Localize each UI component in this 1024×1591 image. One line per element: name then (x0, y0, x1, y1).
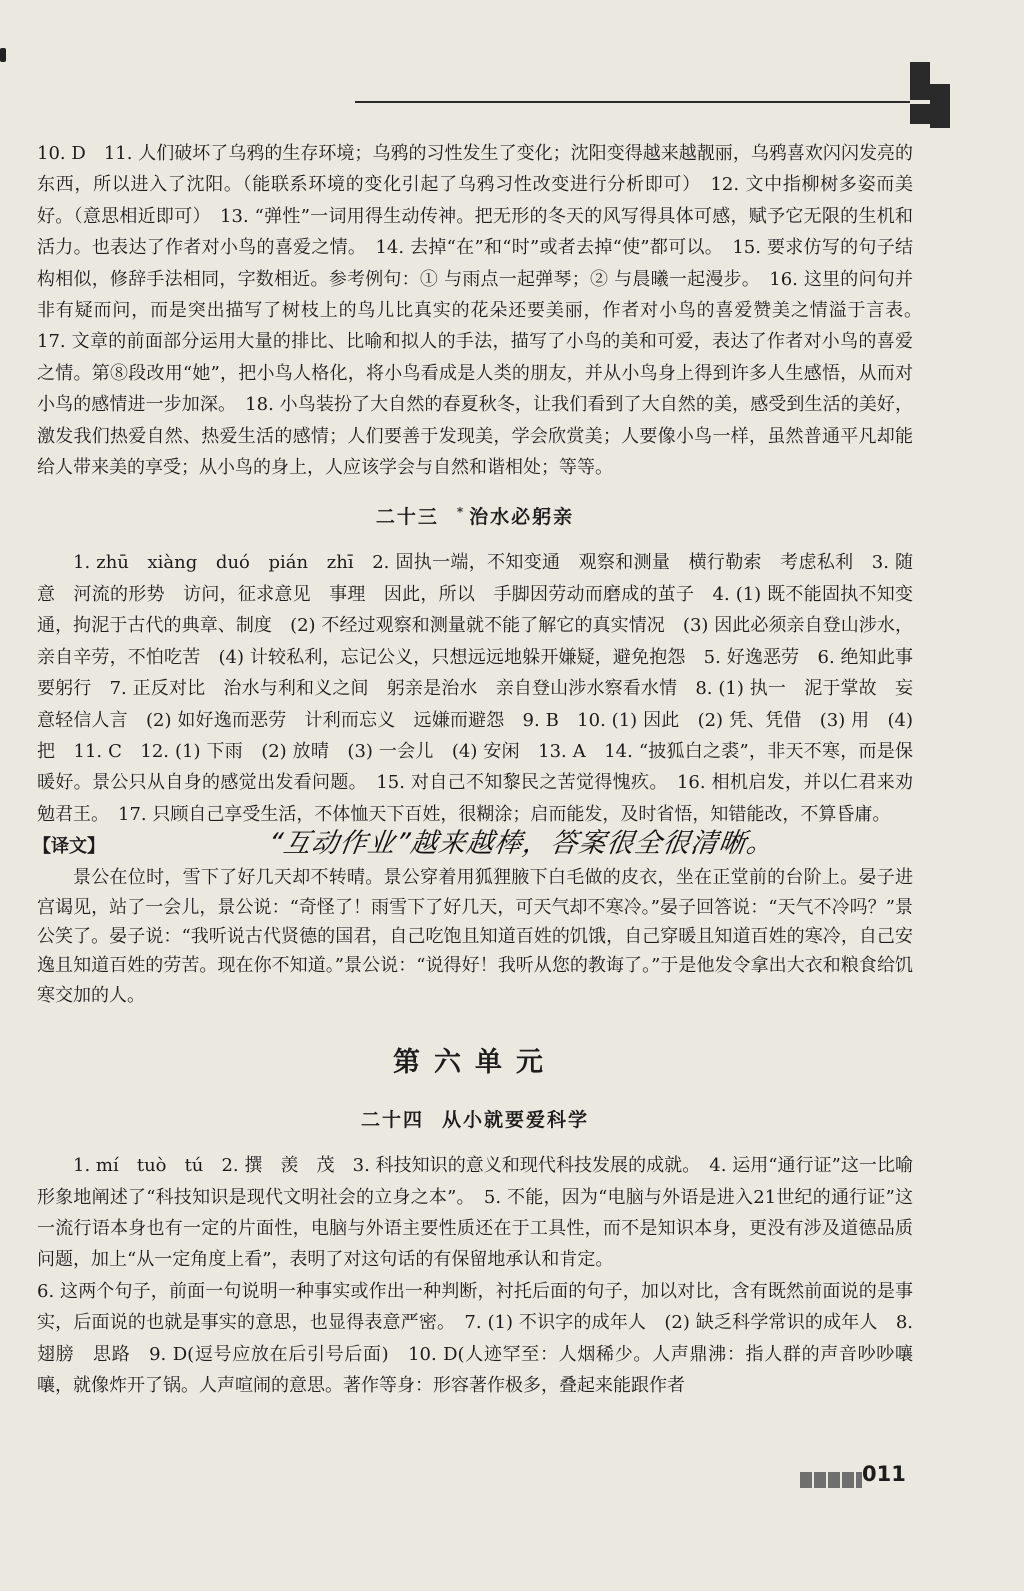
header-block (910, 62, 930, 100)
unit-title: 第六单元 (393, 1047, 557, 1079)
section-title-23 (37, 502, 913, 529)
header-block (910, 104, 930, 124)
answers-22-continued: 10. D 11. 人们破坏了乌鸦的生存环境；乌鸦的习性发生了变化；沈阳变得越来越靓丽，乌鸦喜欢闪闪发亮的东西，所以进入了沈阳。（能联系环境的变化引起了乌鸦习性改变进行分析即可） 12. 文中指柳树多姿而美好。（意思相近即可） 13. “弹性”一词用得生动传神。把无形的冬天的风写得具体可感，赋予它无限的生机和活力。也表达了作者对小鸟的喜爱之情。 14. 去掉“在”和“时”或者去掉“使”都可以。 15. 要求仿写的句子结构相似，修辞手法相同，字数相近。参考例句：① 与雨点一起弹琴；② 与晨曦一起漫步。 16. 这里的问句并非有疑而问，而是突出描写了树枝上的鸟儿比真实的花朵还要美丽，作者对小鸟的喜爱赞美之情溢于言表。 17. 文章的前面部分运用大量的排比、比喻和拟人的手法，描写了小鸟的美和可爱，表达了作者对小鸟的喜爱之情。第⑧段改用“她”，把小鸟人格化，将小鸟看成是人类的朋友，并从小鸟身上得到许多人生感悟，从而对小鸟的感情进一步加深。 18. 小鸟装扮了大自然的春夏秋冬，让我们看到了大自然的美，感受到生活的美好，激发我们热爱自然、热爱生活的感情；人们要善于发现美，学会欣赏美；人要像小鸟一样，虽然普通平凡却能给人带来美的享受；从小鸟的身上，人应该学会与自然和谐相处；等等。 (37, 143, 931, 479)
header-block (930, 104, 950, 128)
section-title-24 (37, 1105, 913, 1132)
section-name: 从小就要爱科学 (442, 1109, 590, 1132)
translation-header (33, 828, 913, 863)
star-mark: * (456, 505, 466, 520)
section-number: 二十三 (375, 506, 439, 529)
page-number-bar (800, 1472, 862, 1488)
section-name: 治水必躬亲 (469, 506, 575, 529)
page-number: 011 (862, 1462, 906, 1486)
answers-24-continued: 6. 这两个句子，前面一句说明一种事实或作出一种判断，衬托后面的句子，加以对比，含有既然前面说的是事实，后面说的也就是事实的意思，也显得表意严密。 7. (1) 不识字的成年人 (2) 缺乏科学常识的成年人 8. 翅膀 思路 9. D(逗号应放在后引号后面) 10. D(人迹罕至：人烟稀少。人声鼎沸：指人群的声音吵吵嚷嚷，就像炸开了锅。人声喧闹的意思。著作等身：形容著作极多，叠起来能跟作者 (37, 1280, 913, 1396)
answer-content (33, 138, 931, 1401)
translation-label: 【译文】 (33, 836, 105, 858)
header-block (930, 84, 950, 104)
handwritten-note: “互动作业”越来越棒，答案很全很清晰。 (266, 828, 777, 860)
answers-23: 1. zhū xiàng duó pián zhī 2. 固执一端，不知变通 观察和测量 横行勒索 考虑私利 3. 随意 河流的形势 访问，征求意见 事理 因此，所以 手脚因劳动而磨成的茧子 4. (1) 既不能固执不知变通，拘泥于古代的典章、制度 (2) 不经过观察和测量就不能了解它的真实情况 (3) 因此必须亲自登山涉水，亲自辛劳，不怕吃苦 (4) 计较私利，忘记公义，只想远远地躲开嫌疑，避免抱怨 5. 好逸恶劳 6. 绝知此事要躬行 7. 正反对比 治水与利和义之间 躬亲是治水 亲自登山涉水察看水情 8. (1) 执一 泥于掌故 妄意轻信人言 (2) 如好逸而恶劳 计利而忘义 远嫌而避怨 9. B 10. (1) 因此 (2) 凭、凭借 (3) 用 (4) 把 11. C 12. (1) 下雨 (2) 放晴 (3) 一会儿 (4) 安闲 13. A 14. “披狐白之裘”，非天不寒，而是保暖好。景公只从自身的感觉出发看问题。 15. 对自己不知黎民之苦觉得愧疚。 16. 相机启发，并以仁君来劝勉君王。 17. 只顾自己享受生活，不体恤天下百姓，很糊涂；启而能发，及时省悟，知错能改，不算昏庸。 (37, 552, 913, 825)
header-rule (355, 101, 910, 103)
binding-mark (0, 48, 6, 62)
translation-text: 景公在位时，雪下了好几天却不转晴。景公穿着用狐狸腋下白毛做的皮衣，坐在正堂前的台阶上。晏子进宫谒见，站了一会儿，景公说：“奇怪了！雨雪下了好几天，可天气却不寒冷。”晏子回答说：“天气不冷吗？”景公笑了。晏子说：“我听说古代贤德的国君，自己吃饱且知道百姓的饥饿，自己穿暖且知道百姓的寒冷，自己安逸且知道百姓的劳苦。现在你不知道。”景公说：“说得好！我听从您的教诲了。”于是他发令拿出大衣和粮食给饥寒交加的人。 (37, 867, 913, 1006)
section-number: 二十四 (360, 1109, 424, 1132)
answers-24: 1. mí tuò tú 2. 撰 羡 茂 3. 科技知识的意义和现代科技发展的成就。 4. 运用“通行证”这一比喻形象地阐述了“科技知识是现代文明社会的立身之本”。 5. 不能，因为“电脑与外语是进入21世纪的通行证”这一流行语本身也有一定的片面性，电脑与外语主要性质还在于工具性，而不是知识本身，更没有涉及道德品质问题，加上“从一定角度上看”，表明了对这句话的有保留地承认和肯定。 (37, 1155, 913, 1271)
